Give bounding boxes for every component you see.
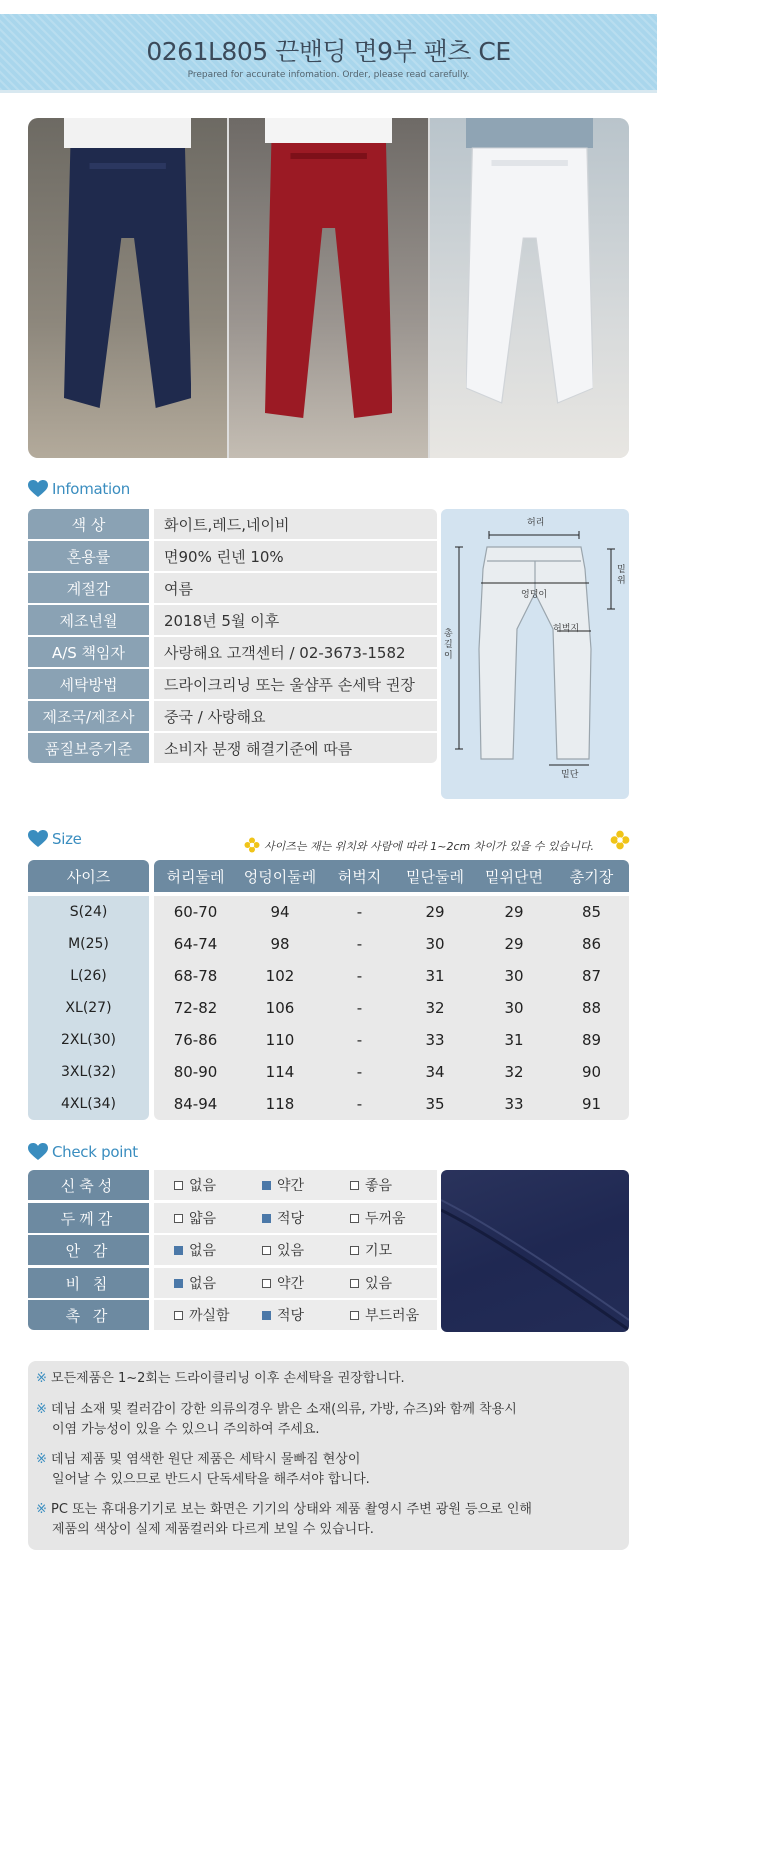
checkpoint-option-label: 약간 xyxy=(277,1276,305,1292)
diagram-label-rise: 밑위 xyxy=(617,565,626,586)
size-column-header: 허리둘레 xyxy=(166,867,225,886)
note-line: 일어날 수 있으므로 반드시 단독세탁을 해주셔야 합니다. xyxy=(52,1472,370,1487)
size-cell: 85 xyxy=(581,902,602,921)
unchecked-box-icon xyxy=(350,1181,359,1190)
unchecked-box-icon xyxy=(174,1311,183,1320)
size-cell: 91 xyxy=(581,1094,602,1113)
size-row-label: 2XL(30) xyxy=(60,1031,117,1048)
size-row-label: XL(27) xyxy=(65,999,112,1016)
size-cell: 98 xyxy=(270,934,290,953)
info-value: 드라이크리닝 또는 울샴푸 손세탁 권장 xyxy=(154,669,437,699)
page-header xyxy=(0,14,657,93)
photo-navy-pants xyxy=(28,118,227,458)
info-value: 사랑해요 고객센터 / 02-3673-1582 xyxy=(154,637,437,667)
checkpoint-option xyxy=(174,1300,230,1330)
size-cell: 86 xyxy=(581,934,602,953)
size-cell: 87 xyxy=(581,966,602,985)
size-row-label: S(24) xyxy=(69,903,108,920)
note-line: 데님 소재 및 컬러감이 강한 의류의경우 밝은 소재(의류, 가방, 슈즈)와 함께 착용시 xyxy=(51,1402,517,1417)
size-section-title xyxy=(28,830,82,848)
checkpoint-label: 안 감 xyxy=(28,1235,149,1265)
fabric-texture xyxy=(441,1170,629,1332)
unchecked-box-icon xyxy=(350,1311,359,1320)
size-cell: 33 xyxy=(425,1030,445,1049)
info-label: 계절감 xyxy=(28,573,149,603)
size-cell: 35 xyxy=(425,1094,445,1113)
size-row-label: M(25) xyxy=(68,935,109,952)
note-mark: ※ xyxy=(36,1402,47,1417)
note-4 xyxy=(36,1500,532,1540)
checkpoint-option-label: 얇음 xyxy=(189,1211,217,1227)
size-cell: 76-86 xyxy=(173,1030,218,1049)
size-column-header: 밑위단면 xyxy=(485,867,543,886)
unchecked-box-icon xyxy=(174,1181,183,1190)
note-line: 데님 제품 및 염색한 원단 제품은 세탁시 물빠짐 현상이 xyxy=(51,1452,361,1467)
info-label: 색 상 xyxy=(28,509,149,539)
size-row-label: 3XL(32) xyxy=(60,1063,117,1080)
size-diagram xyxy=(441,509,629,799)
heart-icon xyxy=(28,1143,48,1161)
checked-box-icon xyxy=(262,1214,271,1223)
care-notes xyxy=(28,1361,629,1550)
checkpoint-option-label: 적당 xyxy=(277,1308,305,1324)
fabric-closeup-image xyxy=(441,1170,629,1332)
note-line: PC 또는 휴대용기기로 보는 화면은 기기의 상태와 제품 촬영시 주변 광원 등으로 인해 xyxy=(51,1502,532,1517)
diagram-label-hip: 엉덩이 xyxy=(521,590,548,600)
diagram-label-thigh: 허벅지 xyxy=(553,624,580,634)
size-cell: 32 xyxy=(504,1062,524,1081)
white-pants-image xyxy=(466,118,593,458)
size-row-label: 4XL(34) xyxy=(60,1095,117,1112)
checked-box-icon xyxy=(174,1246,183,1255)
page-subtitle: Prepared for accurate infomation. Order, please read carefully. xyxy=(187,70,470,80)
checkpoint-option-label: 있음 xyxy=(277,1243,305,1259)
info-value: 여름 xyxy=(154,573,437,603)
size-column-header: 엉덩이둘레 xyxy=(243,867,317,886)
info-value: 2018년 5월 이후 xyxy=(154,605,437,635)
checkpoint-option xyxy=(262,1300,304,1330)
note-line: 이염 가능성이 있을 수 있으니 주의하여 주세요. xyxy=(52,1422,320,1437)
checkpoint-label: 신축성 xyxy=(28,1170,149,1200)
photo-red-pants xyxy=(229,118,428,458)
size-cell: 30 xyxy=(425,934,445,953)
checked-box-icon xyxy=(174,1279,183,1288)
size-cell: 34 xyxy=(425,1062,445,1081)
info-label: 제조국/제조사 xyxy=(28,701,149,731)
info-label: A/S 책임자 xyxy=(28,637,149,667)
checkpoint-option-label: 없음 xyxy=(189,1276,217,1292)
checkpoint-label: 두께감 xyxy=(28,1203,149,1233)
size-cell: 29 xyxy=(425,902,445,921)
size-cell: - xyxy=(356,998,363,1017)
size-row-label: L(26) xyxy=(70,967,107,984)
flower-icon xyxy=(244,837,260,853)
diagram-label-length: 총길이 xyxy=(444,629,453,661)
checkpoint-options-row xyxy=(154,1268,437,1298)
page-title: 0261L805 끈밴딩 면9부 팬츠 CE xyxy=(146,37,511,66)
unchecked-box-icon xyxy=(350,1246,359,1255)
note-mark: ※ xyxy=(36,1502,47,1517)
heart-icon xyxy=(28,480,48,498)
checkpoint-option-label: 까실함 xyxy=(189,1308,230,1324)
checkpoint-option-label: 적당 xyxy=(277,1211,305,1227)
checkpoint-option xyxy=(174,1235,216,1265)
size-cell: - xyxy=(356,1094,363,1113)
size-cell: 102 xyxy=(265,966,295,985)
checkpoint-label: 비 침 xyxy=(28,1268,149,1298)
checkpoint-option xyxy=(174,1203,216,1233)
checkpoint-options-row xyxy=(154,1170,437,1200)
size-cell: - xyxy=(356,1062,363,1081)
size-cell: 72-82 xyxy=(173,998,218,1017)
product-photos xyxy=(28,118,629,458)
info-value: 면90% 린넨 10% xyxy=(154,541,437,571)
size-cell: - xyxy=(356,934,363,953)
checkpoint-option xyxy=(262,1203,304,1233)
info-value: 화이트,레드,네이비 xyxy=(154,509,437,539)
checkpoint-options-row xyxy=(154,1235,437,1265)
size-cell: 94 xyxy=(270,902,290,921)
size-cell: 29 xyxy=(504,902,524,921)
size-cell: 106 xyxy=(265,998,295,1017)
checkpoint-options-row xyxy=(154,1203,437,1233)
checkpoint-option xyxy=(350,1203,406,1233)
info-label: 제조년월 xyxy=(28,605,149,635)
checkpoint-option xyxy=(262,1170,304,1200)
size-cell: 31 xyxy=(504,1030,524,1049)
checkpoint-option-label: 기모 xyxy=(365,1243,393,1259)
size-column-header: 밑단둘레 xyxy=(406,867,464,886)
size-cell: 110 xyxy=(265,1030,295,1049)
note-2 xyxy=(36,1400,517,1440)
unchecked-box-icon xyxy=(350,1214,359,1223)
size-cell: 114 xyxy=(265,1062,295,1081)
size-cell: 33 xyxy=(504,1094,524,1113)
size-column-header: 총기장 xyxy=(569,867,614,886)
size-cell: 89 xyxy=(581,1030,602,1049)
info-title: Infomation xyxy=(52,480,130,498)
size-cell: - xyxy=(356,966,363,985)
size-cell: 88 xyxy=(581,998,602,1017)
size-cell: - xyxy=(356,902,363,921)
checkpoint-option xyxy=(350,1235,392,1265)
size-cell: 84-94 xyxy=(173,1094,218,1113)
info-value: 중국 / 사랑해요 xyxy=(154,701,437,731)
checkpoint-option xyxy=(350,1300,419,1330)
info-value: 소비자 분쟁 해결기준에 따름 xyxy=(154,733,437,763)
checkpoint-option-label: 없음 xyxy=(189,1243,217,1259)
checkpoint-option xyxy=(174,1268,216,1298)
size-cell: 29 xyxy=(504,934,524,953)
checkpoint-option-label: 좋음 xyxy=(365,1178,393,1194)
pants-diagram-illustration xyxy=(441,509,629,799)
checkpoint-option xyxy=(174,1170,216,1200)
note-line: 제품의 색상이 실제 제품컬러와 다르게 보일 수 있습니다. xyxy=(52,1522,374,1537)
size-cell: 80-90 xyxy=(173,1062,218,1081)
size-cell: 31 xyxy=(425,966,445,985)
heart-icon xyxy=(28,830,48,848)
navy-pants-image xyxy=(64,118,191,458)
checkpoint-option-label: 두꺼움 xyxy=(365,1211,406,1227)
size-cell: 60-70 xyxy=(173,902,218,921)
size-cell: - xyxy=(356,1030,363,1049)
size-cell: 30 xyxy=(504,966,524,985)
unchecked-box-icon xyxy=(262,1279,271,1288)
unchecked-box-icon xyxy=(262,1246,271,1255)
size-cell: 68-78 xyxy=(173,966,218,985)
checkpoint-option xyxy=(350,1170,392,1200)
note-line: 모든제품은 1~2회는 드라이클리닝 이후 손세탁을 권장합니다. xyxy=(51,1371,405,1386)
size-cell: 90 xyxy=(581,1062,602,1081)
size-note: 사이즈는 재는 위치와 사람에 따라 1~2cm 차이가 있을 수 있습니다. xyxy=(264,840,594,853)
checkpoint-options-row xyxy=(154,1300,437,1330)
note-mark: ※ xyxy=(36,1371,47,1386)
red-pants-image xyxy=(265,118,392,458)
size-title: Size xyxy=(52,830,82,848)
note-mark: ※ xyxy=(36,1452,47,1467)
checkpoint-option xyxy=(262,1235,304,1265)
checkpoint-section-title xyxy=(28,1143,138,1161)
diagram-label-waist: 허리 xyxy=(527,518,545,528)
info-label: 품질보증기준 xyxy=(28,733,149,763)
unchecked-box-icon xyxy=(350,1279,359,1288)
checkpoint-option-label: 없음 xyxy=(189,1178,217,1194)
size-cell: 64-74 xyxy=(173,934,218,953)
checkpoint-title: Check point xyxy=(52,1143,138,1161)
diagram-label-hem: 밑단 xyxy=(561,770,579,780)
checkpoint-option-label: 있음 xyxy=(365,1276,393,1292)
photo-white-pants xyxy=(430,118,629,458)
note-3 xyxy=(36,1450,370,1490)
flower-icon xyxy=(610,830,630,850)
note-1 xyxy=(36,1369,405,1389)
checkpoint-option xyxy=(262,1268,304,1298)
checked-box-icon xyxy=(262,1311,271,1320)
size-column-header: 사이즈 xyxy=(66,867,111,886)
size-column-header: 허벅지 xyxy=(337,867,382,886)
checkpoint-option-label: 약간 xyxy=(277,1178,305,1194)
info-section-title xyxy=(28,480,130,498)
size-cell: 30 xyxy=(504,998,524,1017)
checkpoint-label: 촉 감 xyxy=(28,1300,149,1330)
checked-box-icon xyxy=(262,1181,271,1190)
checkpoint-option xyxy=(350,1268,392,1298)
size-cell: 118 xyxy=(265,1094,295,1113)
checkpoint-option-label: 부드러움 xyxy=(365,1308,420,1324)
info-label: 혼용률 xyxy=(28,541,149,571)
info-label: 세탁방법 xyxy=(28,669,149,699)
size-cell: 32 xyxy=(425,998,445,1017)
unchecked-box-icon xyxy=(174,1214,183,1223)
